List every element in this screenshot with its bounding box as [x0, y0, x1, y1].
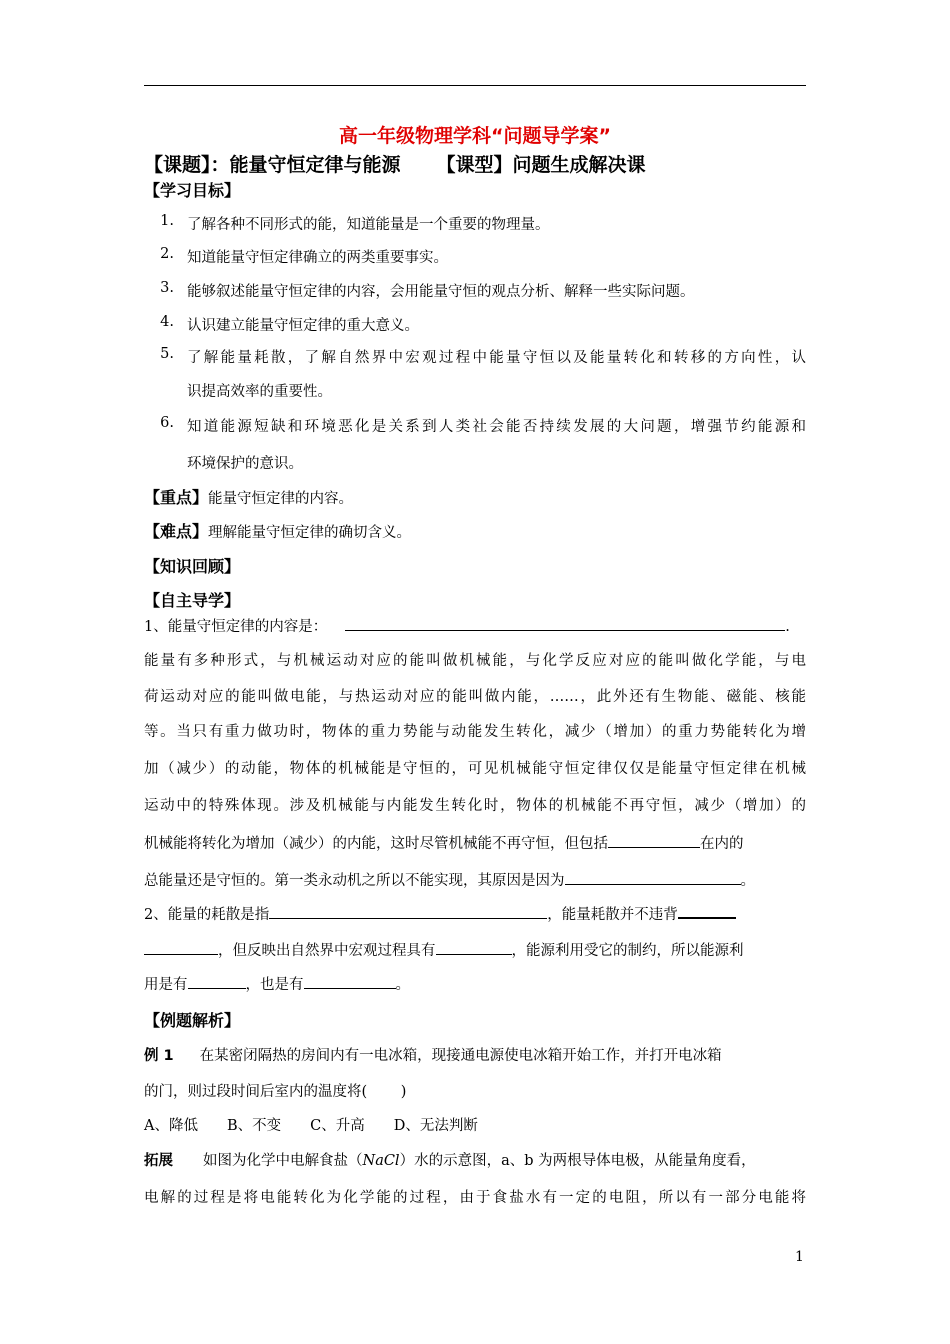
question-2-text: ，但反映出自然界中宏观过程具有: [218, 943, 436, 959]
question-2-text: ，也是有: [245, 977, 304, 993]
topic-text: 能量守恒定律与能源: [229, 154, 401, 176]
example-1-label: 例 1: [144, 1048, 174, 1064]
examples-heading: 【例题解析】: [144, 1011, 241, 1030]
objective-number: 1.: [160, 213, 174, 229]
objective-text: 了解各种不同形式的能，知道能量是一个重要的物理量。: [187, 217, 550, 233]
objective-number: 5.: [160, 346, 174, 362]
topic-line: [144, 150, 646, 177]
answer-blank[interactable]: [608, 833, 700, 848]
objectives-heading: 【学习目标】: [144, 181, 241, 200]
objective-number: 3.: [160, 280, 174, 296]
page-number: 1: [795, 1249, 804, 1265]
example-1-text: 在某密闭隔热的房间内有一电冰箱，现接通电源使电冰箱开始工作，并打开电冰箱: [199, 1048, 722, 1064]
review-heading: 【知识回顾】: [144, 557, 241, 576]
paragraph-line: 荷运动对应的能叫做电能，与热运动对应的能叫做内能，……，此外还有生物能、磁能、核能: [144, 689, 806, 705]
answer-blank[interactable]: [269, 904, 547, 919]
paragraph-line: 加（减少）的动能，物体的机械能是守恒的，可见机械能守恒定律仅仅是能量守恒定律在机械: [144, 761, 806, 777]
key-point-text: 能量守恒定律的内容。: [208, 491, 354, 507]
example-1-line1: [144, 1044, 806, 1065]
question-1-prefix: 1、能量守恒定律的内容是：: [144, 619, 328, 635]
difficulty-text: 理解能量守恒定律的确切含义。: [208, 525, 412, 541]
difficulty: [144, 519, 411, 542]
extension-label: 拓展: [144, 1153, 173, 1169]
example-1-options: A、降低 B、不变 C、升高 D、无法判断: [144, 1118, 478, 1134]
answer-blank[interactable]: [188, 974, 246, 989]
paragraph-text: 机械能将转化为增加（减少）的内能，这时尽管机械能不再守恒，但包括: [144, 836, 608, 852]
header-rule: [144, 85, 806, 86]
answer-blank[interactable]: [678, 903, 736, 919]
question-2-text: 。: [395, 977, 410, 993]
objective-text: 能够叙述能量守恒定律的内容，会用能量守恒的观点分析、解释一些实际问题。: [187, 284, 695, 300]
question-2-text: ，能量耗散并不违背: [547, 907, 678, 923]
question-2-line2: [144, 939, 744, 960]
key-point-label: 【重点】: [144, 488, 209, 507]
paragraph-line-with-blank: [144, 869, 755, 890]
type-label: 【课型】: [436, 154, 513, 176]
key-point: [144, 485, 353, 508]
example-1-line2: 的门，则过段时间后室内的温度将( ): [144, 1084, 407, 1100]
question-2-line3: [144, 973, 410, 994]
paragraph-line: 等。当只有重力做功时，物体的重力势能与动能发生转化，减少（增加）的重力势能转化为增: [144, 724, 806, 740]
objective-text-cont: 识提高效率的重要性。: [187, 384, 332, 400]
objective-text: 知道能量守恒定律确立的两类重要事实。: [187, 250, 448, 266]
answer-blank[interactable]: [436, 940, 512, 955]
question-1: [144, 615, 790, 636]
question-2-text: ，能源利用受它的制约，所以能源利: [511, 943, 744, 959]
extension-line2: 电解的过程是将电能转化为化学能的过程，由于食盐水有一定的电阻，所以有一部分电能将: [144, 1190, 806, 1206]
paragraph-text: 在内的: [700, 836, 744, 852]
difficulty-label: 【难点】: [144, 522, 209, 541]
answer-blank[interactable]: [144, 940, 218, 955]
paragraph-text: 总能量还是守恒的。第一类永动机之所以不能实现，其原因是因为: [144, 873, 565, 889]
self-study-heading: 【自主导学】: [144, 591, 241, 610]
extension-formula: NaCl: [362, 1153, 400, 1169]
page-title: 高一年级物理学科“问题导学案”: [339, 125, 611, 147]
objective-text: 知道能源短缺和环境恶化是关系到人类社会能否持续发展的大问题，增强节约能源和: [187, 419, 806, 435]
question-2-text: 用是有: [144, 977, 188, 993]
paragraph-line: 运动中的特殊体现。涉及机械能与内能发生转化时，物体的机械能不再守恒，减少（增加）的: [144, 798, 806, 814]
objective-text: 了解能量耗散，了解自然界中宏观过程中能量守恒以及能量转化和转移的方向性，认: [187, 350, 806, 366]
objective-number: 4.: [160, 314, 174, 330]
question-2-line1: [144, 903, 736, 924]
question-1-end: .: [785, 619, 790, 635]
answer-blank[interactable]: [565, 870, 741, 885]
type-text: 问题生成解决课: [512, 154, 646, 176]
objective-text: 认识建立能量守恒定律的重大意义。: [187, 318, 419, 334]
objective-number: 6.: [160, 415, 174, 431]
objective-number: 2.: [160, 246, 174, 262]
extension-text: 如图为化学中电解食盐（: [203, 1153, 363, 1169]
objective-text-cont: 环境保护的意识。: [187, 456, 303, 472]
extension-line1: [144, 1149, 806, 1170]
paragraph-text: 。: [740, 873, 755, 889]
question-2-text: 2、能量的耗散是指: [144, 907, 270, 923]
topic-label: 【课题】：: [144, 154, 230, 176]
extension-text: ）水的示意图，a、b 为两根导体电极，从能量角度看，: [399, 1153, 756, 1169]
paragraph-line: 能量有多种形式，与机械运动对应的能叫做机械能，与化学反应对应的能叫做化学能，与电: [144, 653, 806, 669]
answer-blank[interactable]: [345, 616, 785, 631]
answer-blank[interactable]: [304, 974, 396, 989]
paragraph-line-with-blank: [144, 832, 744, 853]
